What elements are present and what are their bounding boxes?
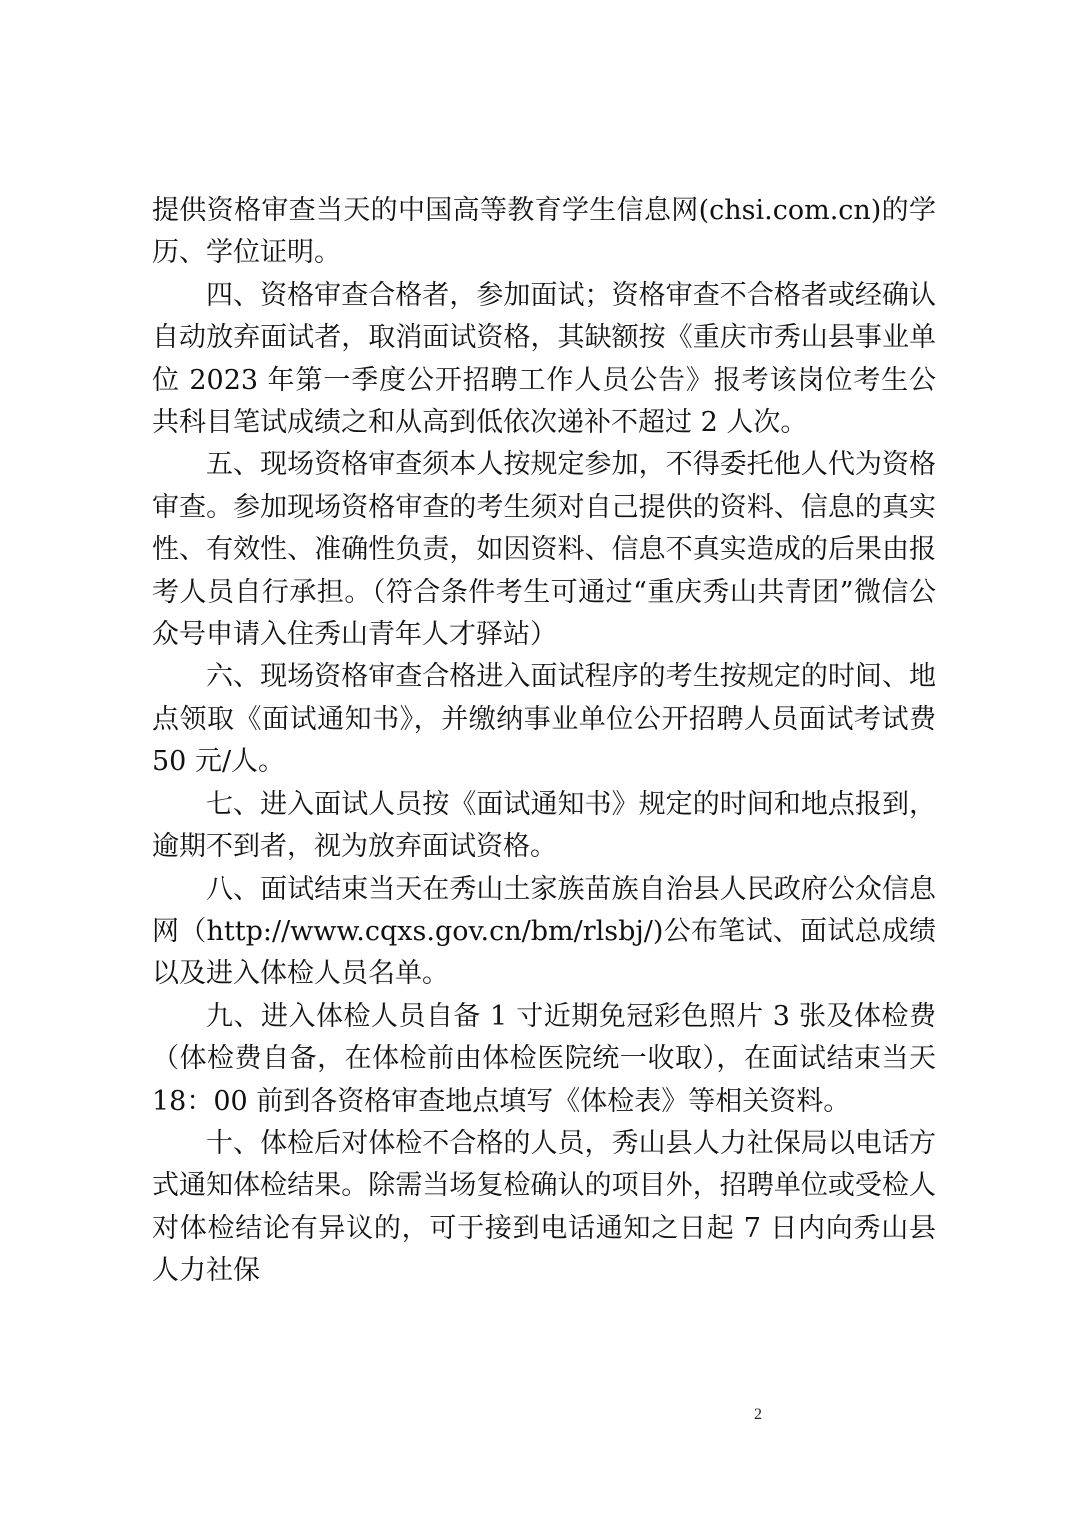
document-body — [152, 190, 936, 1293]
paragraph-item-9: 九、进入体检人员自备 1 寸近期免冠彩色照片 3 张及体检费（体检费自备，在体检前由体检医院统一收取），在面试结束当天 18：00 前到各资格审查地点填写《体检表》等相关资料。 — [152, 1000, 936, 1117]
paragraph-item-6: 六、现场资格审查合格进入面试程序的考生按规定的时间、地点领取《面试通知书》，并缴纳事业单位公开招聘人员面试考试费 50 元/人。 — [152, 661, 936, 778]
paragraph-item-8: 八、面试结束当天在秀山土家族苗族自治县人民政府公众信息网（http://www.cqxs.gov.cn/bm/rlsbj/)公布笔试、面试总成绩以及进入体检人员名单。 — [152, 873, 936, 990]
paragraph-item-7: 七、进入面试人员按《面试通知书》规定的时间和地点报到，逾期不到者，视为放弃面试资格。 — [152, 788, 936, 863]
paragraph-item-5: 五、现场资格审查须本人按规定参加，不得委托他人代为资格审查。参加现场资格审查的考生须对自己提供的资料、信息的真实性、有效性、准确性负责，如因资料、信息不真实造成的后果由报考人员自行承担。（符合条件考生可通过“重庆秀山共青团”微信公众号申请入住秀山青年人才驿站） — [152, 449, 936, 651]
paragraph-item-4: 四、资格审查合格者，参加面试；资格审查不合格者或经确认自动放弃面试者，取消面试资格，其缺额按《重庆市秀山县事业单位 2023 年第一季度公开招聘工作人员公告》报考该岗位考生公共科目笔试成绩之和从高到低依次递补不超过 2 人次。 — [152, 279, 936, 439]
paragraph-item-10: 十、体检后对体检不合格的人员，秀山县人力社保局以电话方式通知体检结果。除需当场复检确认的项目外，招聘单位或受检人对体检结论有异议的，可于接到电话通知之日起 7 日内向秀山县人力社保 — [152, 1127, 936, 1287]
page-number: 2 — [754, 1406, 762, 1423]
paragraph-continued: 提供资格审查当天的中国高等教育学生信息网(chsi.com.cn)的学历、学位证明。 — [152, 195, 936, 269]
